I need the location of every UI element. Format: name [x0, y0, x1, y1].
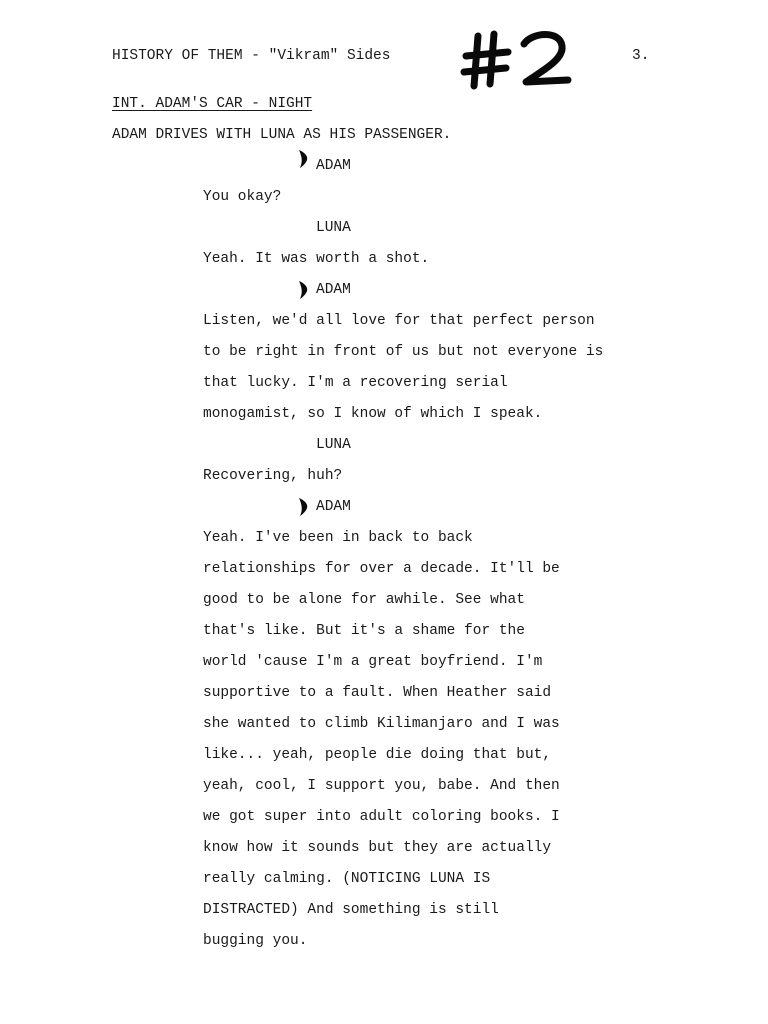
character-cue: ADAM: [316, 499, 351, 515]
revision-marker-icon: [297, 497, 309, 517]
dialogue-line: relationships for over a decade. It'll be: [203, 561, 560, 577]
revision-marker-icon: [297, 149, 309, 169]
dialogue-line: Listen, we'd all love for that perfect person: [203, 313, 595, 329]
handwritten-number-mark: [460, 22, 580, 94]
dialogue-line: You okay?: [203, 189, 282, 205]
character-cue: LUNA: [316, 220, 351, 236]
page-number: 3.: [632, 48, 650, 64]
character-cue: ADAM: [316, 158, 351, 174]
dialogue-line: she wanted to climb Kilimanjaro and I was: [203, 716, 560, 732]
dialogue-line: know how it sounds but they are actually: [203, 840, 552, 856]
dialogue-line: to be right in front of us but not everyone is: [203, 344, 604, 360]
dialogue-line: Recovering, huh?: [203, 468, 343, 484]
dialogue-line: monogamist, so I know of which I speak.: [203, 406, 543, 422]
dialogue-line: like... yeah, people die doing that but,: [203, 747, 552, 763]
scene-heading: INT. ADAM'S CAR - NIGHT: [112, 96, 313, 112]
dialogue-line: yeah, cool, I support you, babe. And then: [203, 778, 560, 794]
header-title: HISTORY OF THEM - "Vikram" Sides: [112, 48, 391, 64]
revision-marker-icon: [297, 280, 309, 300]
dialogue-line: Yeah. It was worth a shot.: [203, 251, 430, 267]
dialogue-line: that's like. But it's a shame for the: [203, 623, 525, 639]
dialogue-line: really calming. (NOTICING LUNA IS: [203, 871, 491, 887]
dialogue-line: we got super into adult coloring books. I: [203, 809, 560, 825]
action-line: ADAM DRIVES WITH LUNA AS HIS PASSENGER.: [112, 127, 452, 143]
character-cue: LUNA: [316, 437, 351, 453]
dialogue-line: world 'cause I'm a great boyfriend. I'm: [203, 654, 543, 670]
dialogue-line: DISTRACTED) And something is still: [203, 902, 499, 918]
dialogue-line: that lucky. I'm a recovering serial: [203, 375, 508, 391]
character-cue: ADAM: [316, 282, 351, 298]
dialogue-line: good to be alone for awhile. See what: [203, 592, 525, 608]
dialogue-line: bugging you.: [203, 933, 308, 949]
dialogue-line: supportive to a fault. When Heather said: [203, 685, 552, 701]
dialogue-line: Yeah. I've been in back to back: [203, 530, 473, 546]
